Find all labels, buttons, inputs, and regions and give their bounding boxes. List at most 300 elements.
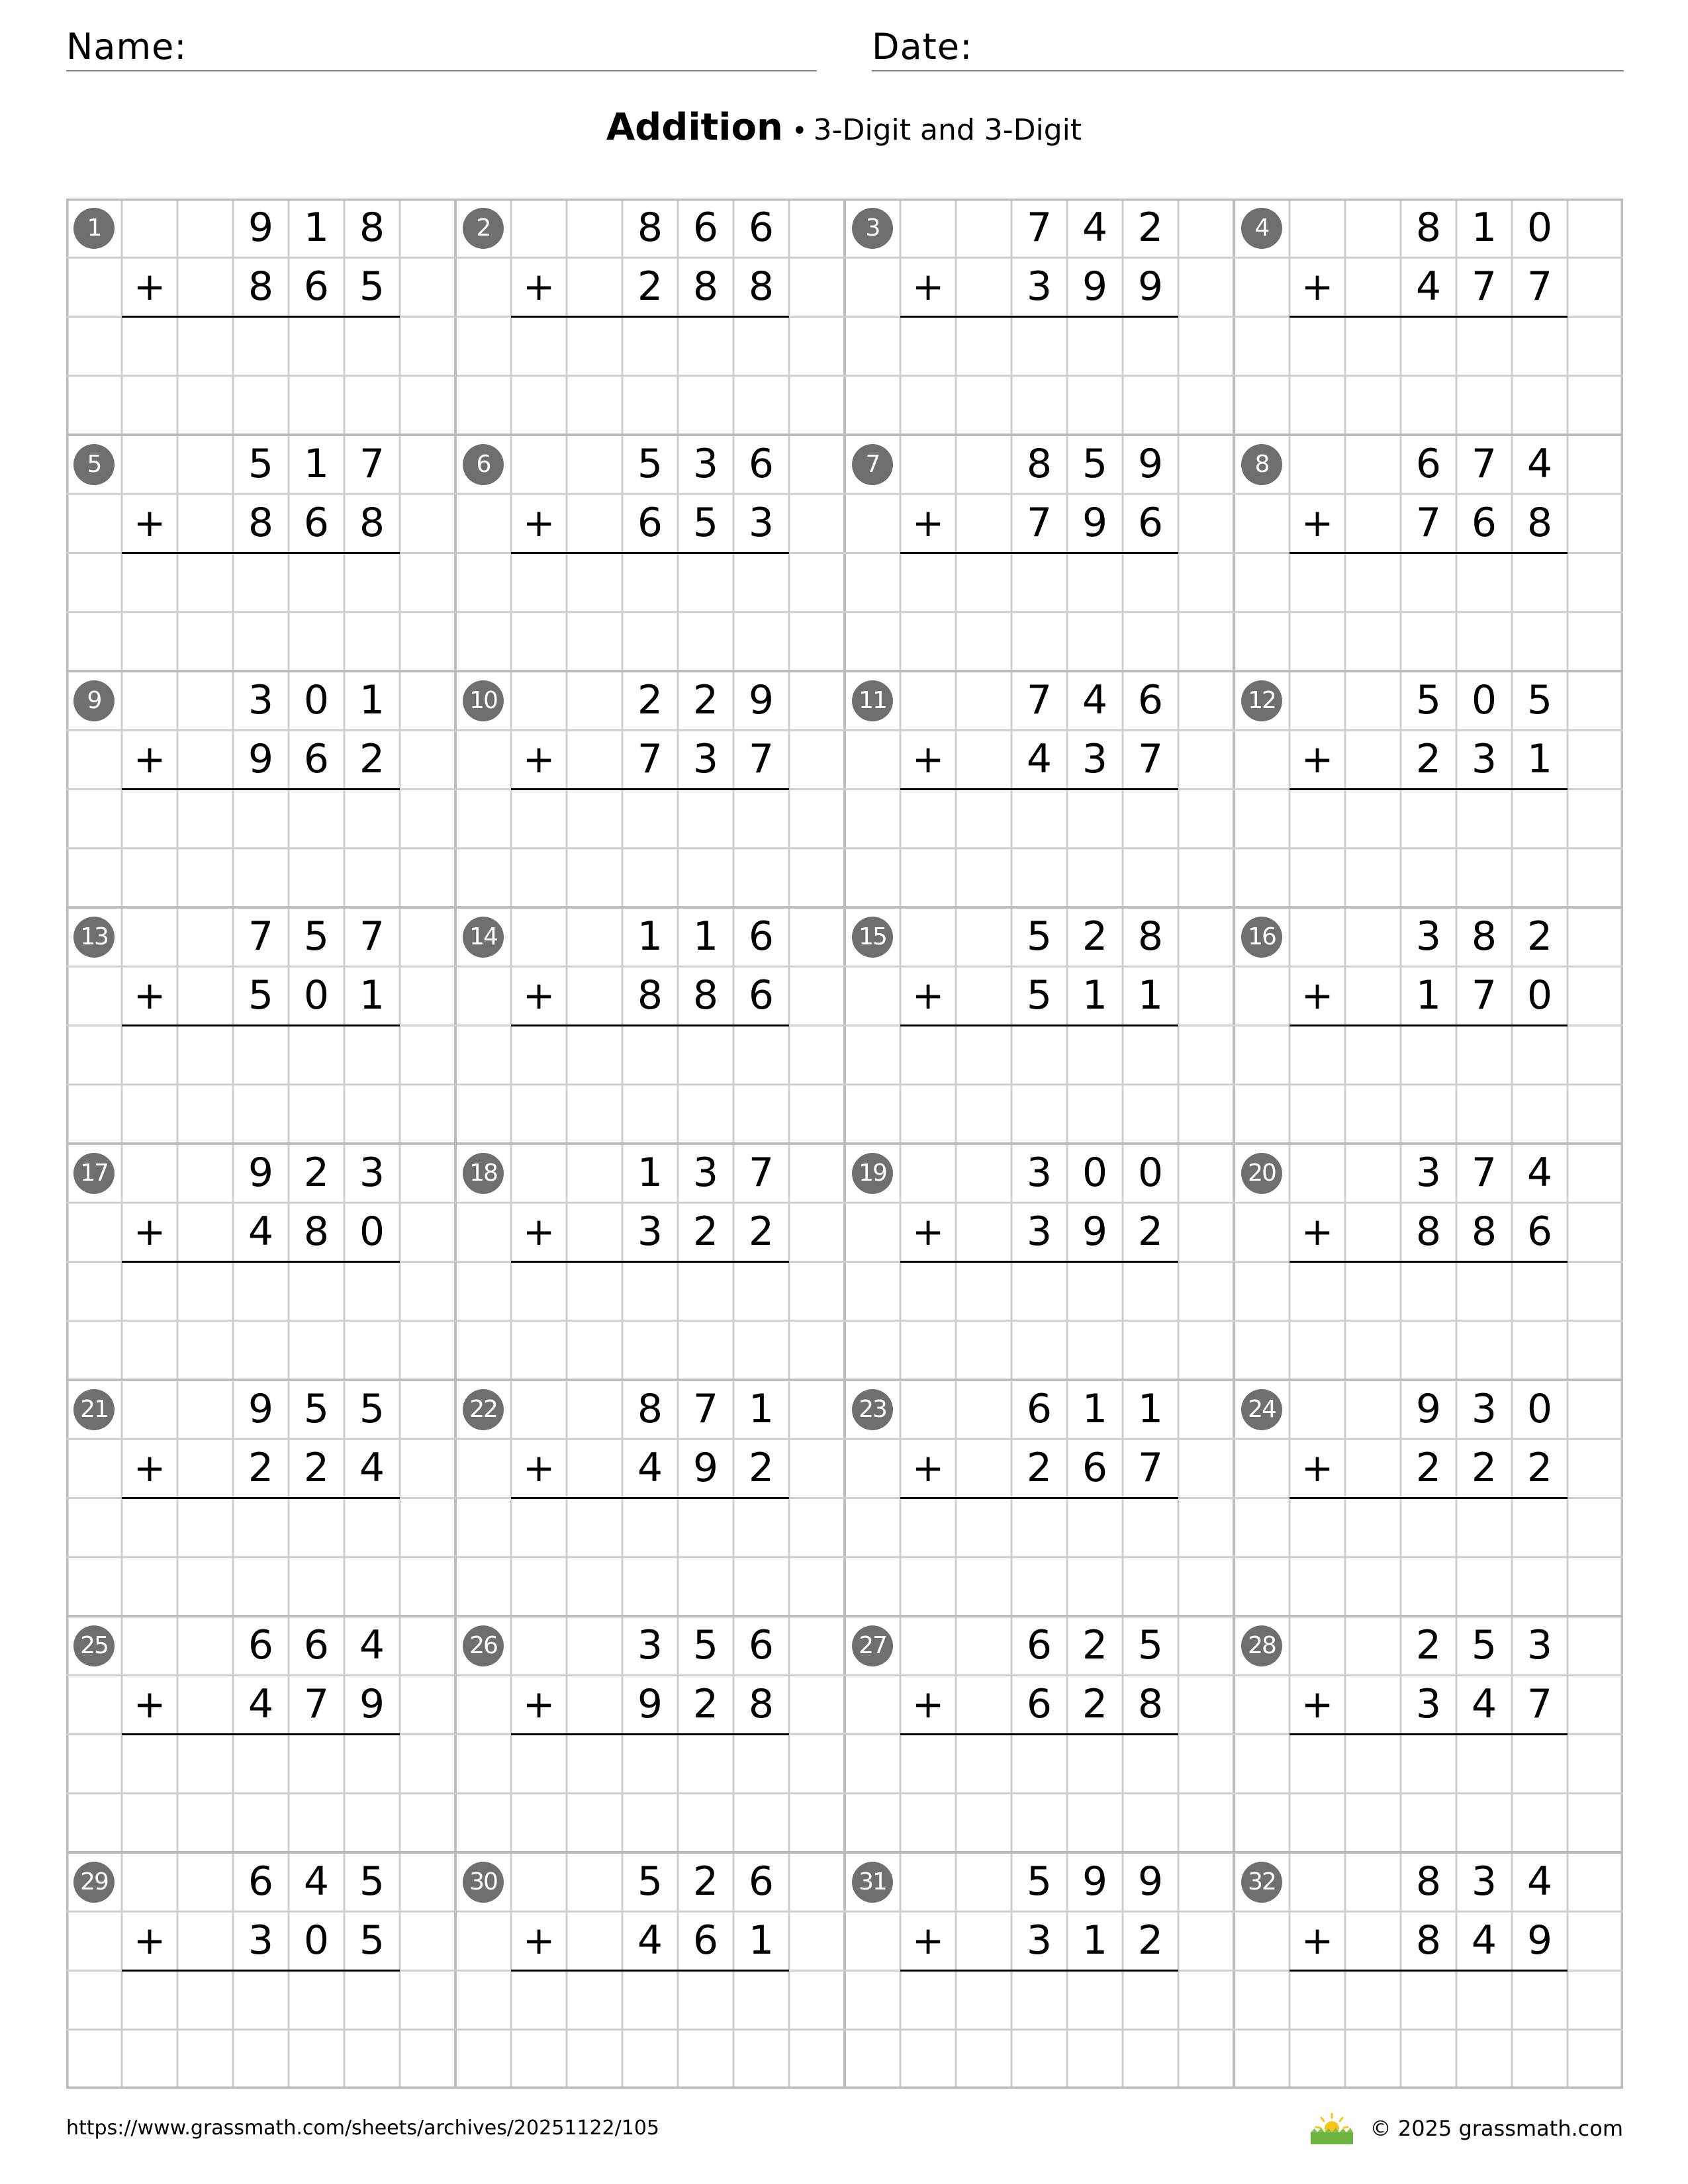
addend-bottom-digit: 1 bbox=[1415, 972, 1442, 1019]
sum-rule bbox=[900, 1261, 1178, 1263]
addend-top-digit: 9 bbox=[1415, 1386, 1442, 1432]
answer-area[interactable] bbox=[511, 1736, 789, 1852]
addend-top-digit: 5 bbox=[1471, 1622, 1497, 1668]
sum-rule bbox=[1289, 316, 1568, 318]
answer-area[interactable] bbox=[900, 1027, 1178, 1143]
addend-top-digit: 5 bbox=[637, 441, 663, 487]
addend-top-digit: 2 bbox=[1415, 1622, 1442, 1668]
answer-area[interactable] bbox=[900, 555, 1178, 670]
addend-bottom-digit: 7 bbox=[1526, 263, 1553, 310]
addend-bottom-digit: 3 bbox=[1026, 263, 1053, 310]
problem-number-badge: 31 bbox=[852, 1862, 893, 1903]
addend-bottom-digit: 3 bbox=[637, 1208, 663, 1255]
addend-top-digit: 7 bbox=[1471, 1150, 1497, 1196]
problem-number-badge: 1 bbox=[73, 208, 115, 249]
plus-sign: + bbox=[133, 500, 166, 546]
addend-bottom-digit: 0 bbox=[359, 1208, 385, 1255]
problem-number-badge: 4 bbox=[1241, 208, 1282, 249]
addend-bottom-digit: 3 bbox=[1026, 1208, 1053, 1255]
plus-sign: + bbox=[133, 973, 166, 1019]
footer-url: https://www.grassmath.com/sheets/archives/20251122/105 bbox=[66, 2116, 660, 2140]
answer-area[interactable] bbox=[511, 1500, 789, 1615]
sum-rule bbox=[1289, 788, 1568, 790]
addend-top-digit: 3 bbox=[692, 1150, 719, 1196]
sum-rule bbox=[122, 1261, 400, 1263]
plus-sign: + bbox=[912, 737, 945, 782]
addend-bottom-digit: 2 bbox=[692, 1681, 719, 1728]
addend-bottom-digit: 6 bbox=[1082, 1445, 1108, 1492]
problem-number-badge: 24 bbox=[1241, 1389, 1282, 1430]
addend-bottom-digit: 9 bbox=[1082, 263, 1108, 310]
name-label: Name: bbox=[66, 26, 187, 68]
addend-bottom-digit: 2 bbox=[637, 263, 663, 310]
sum-rule bbox=[900, 788, 1178, 790]
addend-top-digit: 6 bbox=[303, 1622, 330, 1668]
addend-bottom-digit: 8 bbox=[248, 500, 274, 547]
addend-top-digit: 4 bbox=[1082, 677, 1108, 723]
addend-top-digit: 8 bbox=[1026, 441, 1053, 487]
addend-top-digit: 0 bbox=[1526, 205, 1553, 251]
answer-area[interactable] bbox=[122, 1027, 400, 1143]
problem-number-badge: 10 bbox=[463, 680, 504, 721]
addend-top-digit: 9 bbox=[1137, 1858, 1164, 1905]
addend-bottom-digit: 8 bbox=[692, 263, 719, 310]
addend-bottom-digit: 1 bbox=[748, 1917, 774, 1964]
addend-top-digit: 8 bbox=[637, 205, 663, 251]
addend-bottom-digit: 8 bbox=[1415, 1917, 1442, 1964]
problem-number-badge: 21 bbox=[73, 1389, 115, 1430]
addend-top-digit: 5 bbox=[359, 1858, 385, 1905]
answer-area[interactable] bbox=[122, 1972, 400, 2088]
problem-number-badge: 28 bbox=[1241, 1625, 1282, 1666]
addend-top-digit: 5 bbox=[692, 1622, 719, 1668]
addend-bottom-digit: 1 bbox=[359, 972, 385, 1019]
addend-top-digit: 4 bbox=[359, 1622, 385, 1668]
addend-top-digit: 3 bbox=[1026, 1150, 1053, 1196]
sum-rule bbox=[122, 788, 400, 790]
plus-sign: + bbox=[1301, 737, 1334, 782]
sum-rule bbox=[900, 1970, 1178, 1972]
addend-top-digit: 6 bbox=[1026, 1386, 1053, 1432]
sum-rule bbox=[122, 1497, 400, 1499]
plus-sign: + bbox=[912, 1682, 945, 1727]
addend-top-digit: 5 bbox=[1082, 441, 1108, 487]
title-main: Addition bbox=[606, 106, 783, 149]
plus-sign: + bbox=[522, 500, 555, 546]
addend-bottom-digit: 2 bbox=[359, 736, 385, 783]
sum-rule bbox=[511, 788, 789, 790]
addend-top-digit: 3 bbox=[692, 441, 719, 487]
answer-area[interactable] bbox=[511, 318, 789, 434]
addend-bottom-digit: 5 bbox=[359, 263, 385, 310]
problem-number-badge: 5 bbox=[73, 444, 115, 485]
addend-bottom-digit: 6 bbox=[303, 736, 330, 783]
addend-bottom-digit: 2 bbox=[1137, 1208, 1164, 1255]
addend-top-digit: 0 bbox=[1082, 1150, 1108, 1196]
addend-top-digit: 1 bbox=[637, 1150, 663, 1196]
addend-top-digit: 4 bbox=[1082, 205, 1108, 251]
addend-top-digit: 9 bbox=[1082, 1858, 1108, 1905]
sum-rule bbox=[900, 316, 1178, 318]
answer-area[interactable] bbox=[1289, 1500, 1568, 1615]
problem-number-badge: 32 bbox=[1241, 1862, 1282, 1903]
plus-sign: + bbox=[912, 1445, 945, 1491]
addend-top-digit: 5 bbox=[637, 1858, 663, 1905]
addend-top-digit: 7 bbox=[359, 441, 385, 487]
problem-number-badge: 3 bbox=[852, 208, 893, 249]
addend-top-digit: 3 bbox=[637, 1622, 663, 1668]
sum-rule bbox=[511, 1970, 789, 1972]
problem-number-badge: 16 bbox=[1241, 917, 1282, 958]
addend-top-digit: 0 bbox=[1137, 1150, 1164, 1196]
answer-area[interactable] bbox=[122, 1263, 400, 1379]
plus-sign: + bbox=[522, 1682, 555, 1727]
addend-bottom-digit: 2 bbox=[1471, 1445, 1497, 1492]
addend-bottom-digit: 2 bbox=[1526, 1445, 1553, 1492]
problem-number-badge: 9 bbox=[73, 680, 115, 721]
addend-bottom-digit: 2 bbox=[248, 1445, 274, 1492]
problem-number-badge: 17 bbox=[73, 1153, 115, 1194]
addend-top-digit: 9 bbox=[748, 677, 774, 723]
plus-sign: + bbox=[912, 973, 945, 1019]
addend-top-digit: 2 bbox=[303, 1150, 330, 1196]
sum-rule bbox=[1289, 1733, 1568, 1735]
addend-top-digit: 4 bbox=[1526, 1150, 1553, 1196]
addend-bottom-digit: 5 bbox=[1026, 972, 1053, 1019]
title-subtitle: 3-Digit and 3-Digit bbox=[813, 113, 1082, 147]
sum-rule bbox=[1289, 1970, 1568, 1972]
problem-number-badge: 18 bbox=[463, 1153, 504, 1194]
problem-number-badge: 15 bbox=[852, 917, 893, 958]
sum-rule bbox=[122, 1733, 400, 1735]
addend-top-digit: 9 bbox=[1137, 441, 1164, 487]
addend-bottom-digit: 4 bbox=[359, 1445, 385, 1492]
sum-rule bbox=[1289, 1497, 1568, 1499]
addend-bottom-digit: 5 bbox=[359, 1917, 385, 1964]
answer-area[interactable] bbox=[900, 1500, 1178, 1615]
answer-area[interactable] bbox=[511, 1027, 789, 1143]
addend-top-digit: 1 bbox=[692, 913, 719, 960]
sum-rule bbox=[900, 552, 1178, 554]
addend-top-digit: 6 bbox=[248, 1622, 274, 1668]
addend-bottom-digit: 7 bbox=[1137, 736, 1164, 783]
problem-number-badge: 29 bbox=[73, 1862, 115, 1903]
addend-top-digit: 5 bbox=[1137, 1622, 1164, 1668]
addend-bottom-digit: 9 bbox=[1082, 1208, 1108, 1255]
answer-area[interactable] bbox=[900, 1263, 1178, 1379]
addend-top-digit: 6 bbox=[692, 205, 719, 251]
plus-sign: + bbox=[133, 737, 166, 782]
addend-top-digit: 7 bbox=[1026, 677, 1053, 723]
plus-sign: + bbox=[522, 1209, 555, 1255]
addend-top-digit: 3 bbox=[248, 677, 274, 723]
plus-sign: + bbox=[522, 737, 555, 782]
plus-sign: + bbox=[1301, 1209, 1334, 1255]
footer-brand bbox=[1308, 2109, 1623, 2148]
answer-area[interactable] bbox=[1289, 318, 1568, 434]
addend-top-digit: 5 bbox=[1415, 677, 1442, 723]
worksheet-title bbox=[0, 106, 1688, 149]
addend-bottom-digit: 6 bbox=[692, 1917, 719, 1964]
addend-bottom-digit: 1 bbox=[1526, 736, 1553, 783]
addend-bottom-digit: 6 bbox=[303, 263, 330, 310]
date-field[interactable] bbox=[872, 24, 1624, 71]
sum-rule bbox=[511, 1261, 789, 1263]
addend-bottom-digit: 4 bbox=[637, 1445, 663, 1492]
addend-bottom-digit: 1 bbox=[1082, 1917, 1108, 1964]
addend-top-digit: 3 bbox=[1471, 1858, 1497, 1905]
problem-number-badge: 12 bbox=[1241, 680, 1282, 721]
answer-area[interactable] bbox=[511, 555, 789, 670]
addend-top-digit: 5 bbox=[1026, 913, 1053, 960]
addend-top-digit: 2 bbox=[1137, 205, 1164, 251]
plus-sign: + bbox=[522, 1918, 555, 1964]
addend-bottom-digit: 3 bbox=[1415, 1681, 1442, 1728]
addend-bottom-digit: 7 bbox=[637, 736, 663, 783]
answer-area[interactable] bbox=[1289, 1263, 1568, 1379]
plus-sign: + bbox=[133, 1445, 166, 1491]
addend-bottom-digit: 2 bbox=[748, 1208, 774, 1255]
problem-number-badge: 7 bbox=[852, 444, 893, 485]
answer-area[interactable] bbox=[122, 791, 400, 907]
addend-top-digit: 0 bbox=[1471, 677, 1497, 723]
grass-sun-logo-icon bbox=[1308, 2111, 1356, 2146]
addend-bottom-digit: 7 bbox=[1415, 500, 1442, 547]
addend-bottom-digit: 8 bbox=[1526, 500, 1553, 547]
addend-top-digit: 6 bbox=[748, 1858, 774, 1905]
addend-top-digit: 5 bbox=[303, 913, 330, 960]
addend-bottom-digit: 4 bbox=[248, 1208, 274, 1255]
sum-rule bbox=[122, 1970, 400, 1972]
plus-sign: + bbox=[522, 973, 555, 1019]
sum-rule bbox=[511, 316, 789, 318]
sum-rule bbox=[900, 1497, 1178, 1499]
addend-top-digit: 3 bbox=[1415, 1150, 1442, 1196]
addend-top-digit: 1 bbox=[1471, 205, 1497, 251]
addend-bottom-digit: 3 bbox=[1082, 736, 1108, 783]
addend-top-digit: 5 bbox=[1526, 677, 1553, 723]
addend-top-digit: 5 bbox=[359, 1386, 385, 1432]
addend-bottom-digit: 9 bbox=[359, 1681, 385, 1728]
addend-bottom-digit: 8 bbox=[1137, 1681, 1164, 1728]
addend-top-digit: 4 bbox=[1526, 1858, 1553, 1905]
addend-bottom-digit: 7 bbox=[1026, 500, 1053, 547]
problem-number-badge: 25 bbox=[73, 1625, 115, 1666]
answer-area[interactable] bbox=[900, 791, 1178, 907]
addend-top-digit: 2 bbox=[1082, 913, 1108, 960]
answer-area[interactable] bbox=[122, 1500, 400, 1615]
problem-number-badge: 27 bbox=[852, 1625, 893, 1666]
addend-bottom-digit: 8 bbox=[748, 263, 774, 310]
addend-bottom-digit: 3 bbox=[748, 500, 774, 547]
answer-area[interactable] bbox=[1289, 791, 1568, 907]
plus-sign: + bbox=[1301, 1918, 1334, 1964]
addend-bottom-digit: 2 bbox=[1026, 1445, 1053, 1492]
addend-top-digit: 1 bbox=[303, 441, 330, 487]
addend-bottom-digit: 2 bbox=[303, 1445, 330, 1492]
plus-sign: + bbox=[522, 1445, 555, 1491]
sum-rule bbox=[511, 1024, 789, 1026]
addend-top-digit: 7 bbox=[1026, 205, 1053, 251]
addend-top-digit: 1 bbox=[748, 1386, 774, 1432]
addend-bottom-digit: 5 bbox=[248, 972, 274, 1019]
addend-bottom-digit: 3 bbox=[1026, 1917, 1053, 1964]
addend-top-digit: 2 bbox=[637, 677, 663, 723]
addend-bottom-digit: 8 bbox=[1471, 1208, 1497, 1255]
problem-number-badge: 26 bbox=[463, 1625, 504, 1666]
addend-bottom-digit: 5 bbox=[692, 500, 719, 547]
addend-top-digit: 6 bbox=[748, 441, 774, 487]
addend-top-digit: 0 bbox=[1526, 1386, 1553, 1432]
problem-number-badge: 13 bbox=[73, 917, 115, 958]
addend-bottom-digit: 6 bbox=[748, 972, 774, 1019]
addend-bottom-digit: 7 bbox=[1137, 1445, 1164, 1492]
problem-number-badge: 11 bbox=[852, 680, 893, 721]
problem-number-badge: 20 bbox=[1241, 1153, 1282, 1194]
addend-bottom-digit: 0 bbox=[1526, 972, 1553, 1019]
addend-top-digit: 6 bbox=[748, 205, 774, 251]
date-label: Date: bbox=[872, 26, 973, 68]
plus-sign: + bbox=[1301, 973, 1334, 1019]
answer-area[interactable] bbox=[511, 1972, 789, 2088]
sum-rule bbox=[122, 316, 400, 318]
answer-area[interactable] bbox=[1289, 555, 1568, 670]
addend-top-digit: 7 bbox=[1471, 441, 1497, 487]
addend-bottom-digit: 9 bbox=[637, 1681, 663, 1728]
problem-number-badge: 14 bbox=[463, 917, 504, 958]
addend-top-digit: 1 bbox=[359, 677, 385, 723]
addend-bottom-digit: 3 bbox=[692, 736, 719, 783]
addend-top-digit: 6 bbox=[1415, 441, 1442, 487]
plus-sign: + bbox=[133, 1209, 166, 1255]
answer-area[interactable] bbox=[122, 1736, 400, 1852]
answer-area[interactable] bbox=[511, 1263, 789, 1379]
addend-bottom-digit: 1 bbox=[1137, 972, 1164, 1019]
addend-top-digit: 2 bbox=[1082, 1622, 1108, 1668]
sum-rule bbox=[511, 1497, 789, 1499]
addend-bottom-digit: 6 bbox=[303, 500, 330, 547]
plus-sign: + bbox=[522, 264, 555, 310]
addend-top-digit: 9 bbox=[248, 205, 274, 251]
footer-copyright: © 2025 grassmath.com bbox=[1370, 2116, 1623, 2141]
answer-area[interactable] bbox=[122, 318, 400, 434]
addend-bottom-digit: 2 bbox=[692, 1208, 719, 1255]
answer-area[interactable] bbox=[900, 318, 1178, 434]
addend-top-digit: 3 bbox=[1415, 913, 1442, 960]
addend-bottom-digit: 6 bbox=[1026, 1681, 1053, 1728]
plus-sign: + bbox=[912, 1918, 945, 1964]
problem-number-badge: 30 bbox=[463, 1862, 504, 1903]
addend-top-digit: 6 bbox=[748, 1622, 774, 1668]
addend-bottom-digit: 2 bbox=[1137, 1917, 1164, 1964]
answer-area[interactable] bbox=[511, 791, 789, 907]
addend-bottom-digit: 4 bbox=[1471, 1681, 1497, 1728]
answer-area[interactable] bbox=[122, 555, 400, 670]
answer-area[interactable] bbox=[900, 1736, 1178, 1852]
addend-bottom-digit: 7 bbox=[748, 736, 774, 783]
name-field[interactable] bbox=[66, 24, 817, 71]
addend-bottom-digit: 4 bbox=[1026, 736, 1053, 783]
addend-bottom-digit: 6 bbox=[1526, 1208, 1553, 1255]
addend-bottom-digit: 8 bbox=[637, 972, 663, 1019]
plus-sign: + bbox=[1301, 264, 1334, 310]
addend-top-digit: 3 bbox=[359, 1150, 385, 1196]
addend-bottom-digit: 8 bbox=[359, 500, 385, 547]
addend-bottom-digit: 9 bbox=[1082, 500, 1108, 547]
addend-bottom-digit: 8 bbox=[748, 1681, 774, 1728]
sum-rule bbox=[900, 1024, 1178, 1026]
plus-sign: + bbox=[133, 1918, 166, 1964]
addend-top-digit: 1 bbox=[1137, 1386, 1164, 1432]
addend-bottom-digit: 9 bbox=[1526, 1917, 1553, 1964]
addend-bottom-digit: 7 bbox=[1471, 263, 1497, 310]
sum-rule bbox=[1289, 552, 1568, 554]
problem-number-badge: 23 bbox=[852, 1389, 893, 1430]
addend-top-digit: 5 bbox=[303, 1386, 330, 1432]
sum-rule bbox=[511, 1733, 789, 1735]
plus-sign: + bbox=[133, 1682, 166, 1727]
addend-top-digit: 5 bbox=[1026, 1858, 1053, 1905]
addend-bottom-digit: 0 bbox=[303, 1917, 330, 1964]
sum-rule bbox=[900, 1733, 1178, 1735]
addend-bottom-digit: 4 bbox=[1415, 263, 1442, 310]
addend-top-digit: 6 bbox=[1137, 677, 1164, 723]
plus-sign: + bbox=[912, 1209, 945, 1255]
addend-top-digit: 8 bbox=[1415, 205, 1442, 251]
addend-top-digit: 7 bbox=[692, 1386, 719, 1432]
plus-sign: + bbox=[912, 500, 945, 546]
addend-bottom-digit: 6 bbox=[637, 500, 663, 547]
answer-area[interactable] bbox=[1289, 1972, 1568, 2088]
addend-bottom-digit: 8 bbox=[303, 1208, 330, 1255]
addend-top-digit: 3 bbox=[1471, 1386, 1497, 1432]
problem-number-badge: 2 bbox=[463, 208, 504, 249]
addend-bottom-digit: 2 bbox=[748, 1445, 774, 1492]
addend-bottom-digit: 3 bbox=[248, 1917, 274, 1964]
addend-top-digit: 8 bbox=[1137, 913, 1164, 960]
problem-number-badge: 19 bbox=[852, 1153, 893, 1194]
addend-bottom-digit: 6 bbox=[1471, 500, 1497, 547]
answer-area[interactable] bbox=[900, 1972, 1178, 2088]
sum-rule bbox=[1289, 1024, 1568, 1026]
sum-rule bbox=[511, 552, 789, 554]
plus-sign: + bbox=[912, 264, 945, 310]
addend-top-digit: 9 bbox=[248, 1150, 274, 1196]
plus-sign: + bbox=[1301, 1682, 1334, 1727]
addend-top-digit: 8 bbox=[637, 1386, 663, 1432]
sum-rule bbox=[122, 552, 400, 554]
addend-top-digit: 1 bbox=[1082, 1386, 1108, 1432]
addend-bottom-digit: 8 bbox=[1415, 1208, 1442, 1255]
addend-top-digit: 8 bbox=[1415, 1858, 1442, 1905]
addend-bottom-digit: 9 bbox=[1137, 263, 1164, 310]
addend-bottom-digit: 8 bbox=[248, 263, 274, 310]
addend-top-digit: 8 bbox=[1471, 913, 1497, 960]
answer-area[interactable] bbox=[1289, 1027, 1568, 1143]
answer-area[interactable] bbox=[1289, 1736, 1568, 1852]
addend-bottom-digit: 2 bbox=[1415, 736, 1442, 783]
addend-top-digit: 1 bbox=[303, 205, 330, 251]
addend-top-digit: 7 bbox=[248, 913, 274, 960]
addend-top-digit: 6 bbox=[1026, 1622, 1053, 1668]
plus-sign: + bbox=[133, 264, 166, 310]
addend-bottom-digit: 4 bbox=[1471, 1917, 1497, 1964]
addend-bottom-digit: 7 bbox=[303, 1681, 330, 1728]
addend-bottom-digit: 0 bbox=[303, 972, 330, 1019]
addend-top-digit: 6 bbox=[748, 913, 774, 960]
addend-top-digit: 7 bbox=[359, 913, 385, 960]
addend-bottom-digit: 3 bbox=[1471, 736, 1497, 783]
